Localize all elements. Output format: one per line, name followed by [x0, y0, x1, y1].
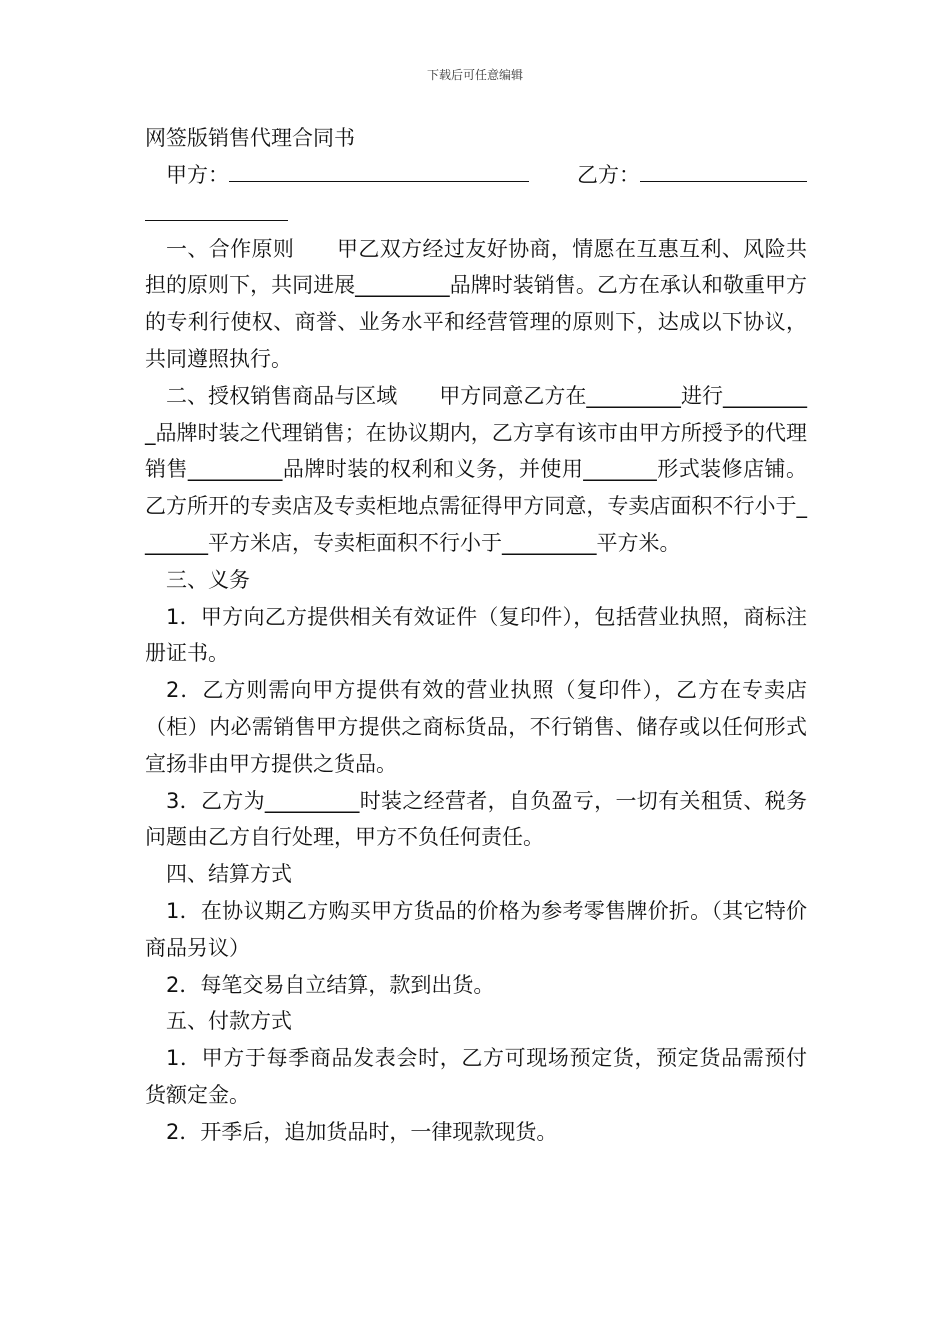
page-header: 下载后可任意编辑 [426, 68, 523, 82]
obligation-item-2: 2．乙方则需向甲方提供有效的营业执照（复印件），乙方在专卖店（柜）内必需销售甲方提供之商标货品，不行销售、储存或以任何形式宣扬非由甲方提供之货品。 [145, 678, 807, 776]
section-obligations-heading: 三、义务 [166, 567, 250, 592]
payment-item-2: 2．开季后，追加货品时，一律现款现货。 [166, 1119, 558, 1144]
settlement-item-2: 2．每笔交易自立结算，款到出货。 [166, 972, 495, 997]
party-b-blank [640, 159, 807, 182]
section-authorized-sales: 二、授权销售商品与区域 甲方同意乙方在_________进行_________品牌时装之代理销售；在协议期内，乙方享有该市由甲方所授予的代理销售_________品牌时装的权利和义务，并使用_______形式装修店铺。乙方所开的专卖店及专卖柜地点需征得甲方同意，专卖店面积不行小于_______平方米店，专卖柜面积不行小于_________平方米。 [145, 383, 807, 555]
party-a-blank [229, 159, 529, 182]
payment-item-1: 1．甲方于每季商品发表会时，乙方可现场预定货，预定货品需预付货额定金。 [145, 1046, 807, 1107]
party-line [145, 157, 807, 194]
party-a-label: 甲方： [166, 162, 229, 187]
contract-document [145, 120, 807, 1151]
section-payment-heading: 五、付款方式 [166, 1009, 292, 1034]
document-title: 网签版销售代理合同书 [145, 126, 355, 150]
obligation-item-3: 3．乙方为_________时装之经营者，自负盈亏，一切有关租赁、税务问题由乙方自行处理，甲方不负任何责任。 [145, 788, 807, 850]
settlement-item-1: 1．在协议期乙方购买甲方货品的价格为参考零售牌价折。（其它特价商品另议） [145, 898, 807, 960]
party-b-blank-continued [145, 194, 288, 221]
party-b-label: 乙方： [577, 162, 640, 187]
obligation-item-1: 1．甲方向乙方提供相关有效证件（复印件），包括营业执照，商标注册证书。 [145, 604, 807, 666]
section-settlement-heading: 四、结算方式 [166, 862, 292, 887]
section-cooperation-principle: 一、合作原则 甲乙双方经过友好协商，情愿在互惠互利、风险共担的原则下，共同进展_________品牌时装销售。乙方在承认和敬重甲方的专利行使权、商誉、业务水平和经营管理的原则下，达成以下协议，共同遵照执行。 [145, 236, 807, 371]
